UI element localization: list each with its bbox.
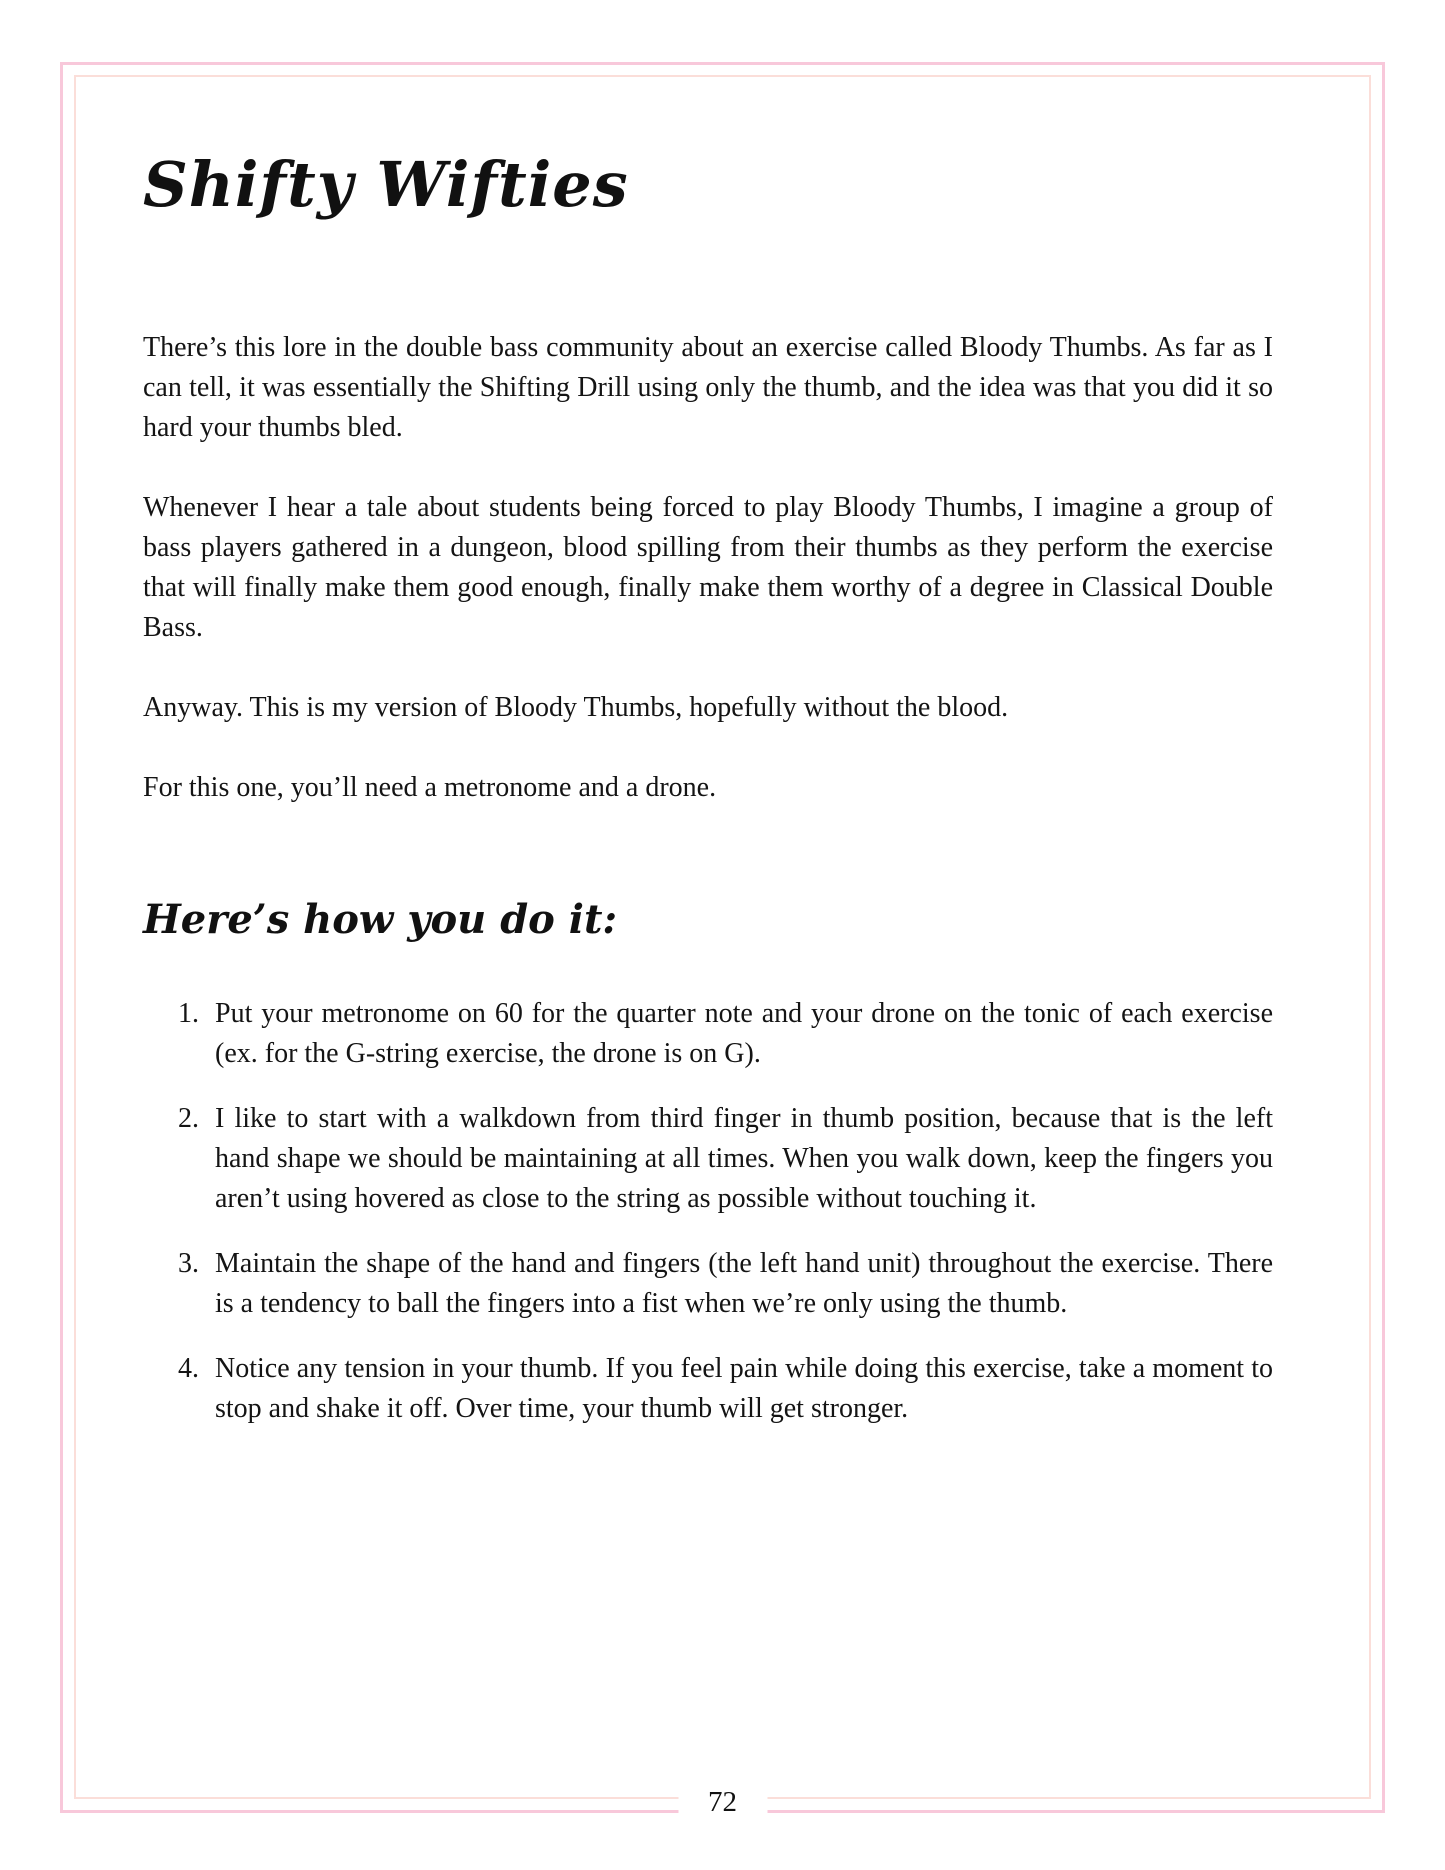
page-content: [143, 0, 1273, 1454]
list-item-text: Maintain the shape of the hand and fingers (the left hand unit) throughout the exercise. There is a tendency to ball the fingers into a fist when we’re only using the thumb.: [215, 1247, 1273, 1319]
list-item-number: 3.: [178, 1247, 199, 1279]
paragraph-my-version: Anyway. This is my version of Bloody Thumbs, hopefully without the blood.: [143, 691, 1009, 723]
list-item-text: Put your metronome on 60 for the quarter note and your drone on the tonic of each exercise (ex. for the G-string exercise, the drone is on G).: [215, 997, 1273, 1069]
how-to-heading: Here’s how you do it:: [143, 895, 618, 943]
list-item-text: I like to start with a walkdown from third finger in thumb position, because that is the left hand shape we should be maintaining at all times. When you walk down, keep the fingers you aren’t using hovered as close to the string as possible without touching it.: [215, 1102, 1273, 1214]
list-item-number: 4.: [178, 1352, 199, 1384]
how-to-steps-list: [143, 994, 1273, 1429]
list-item-step-2: [143, 1099, 1273, 1219]
page-number: 72: [678, 1783, 767, 1821]
list-item-step-1: [143, 994, 1273, 1074]
list-item-number: 2.: [178, 1102, 199, 1134]
list-item-text: Notice any tension in your thumb. If you feel pain while doing this exercise, take a moment to stop and shake it off. Over time, your thumb will get stronger.: [215, 1352, 1273, 1424]
paragraph-bloody-thumbs-lore: There’s this lore in the double bass community about an exercise called Bloody Thumbs. As far as I can tell, it was essentially the Shifting Drill using only the thumb, and the idea was that you did it so hard your thumbs bled.: [143, 331, 1273, 443]
page-title: Shifty Wifties: [143, 148, 629, 221]
list-item-step-4: [143, 1349, 1273, 1429]
list-item-number: 1.: [178, 997, 199, 1029]
paragraph-dungeon-tale: Whenever I hear a tale about students being forced to play Bloody Thumbs, I imagine a group of bass players gathered in a dungeon, blood spilling from their thumbs as they perform the exercise that will finally make them good enough, finally make them worthy of a degree in Classical Double Bass.: [143, 491, 1273, 643]
paragraph-requirements: For this one, you’ll need a metronome and a drone.: [143, 771, 717, 803]
list-item-step-3: [143, 1244, 1273, 1324]
